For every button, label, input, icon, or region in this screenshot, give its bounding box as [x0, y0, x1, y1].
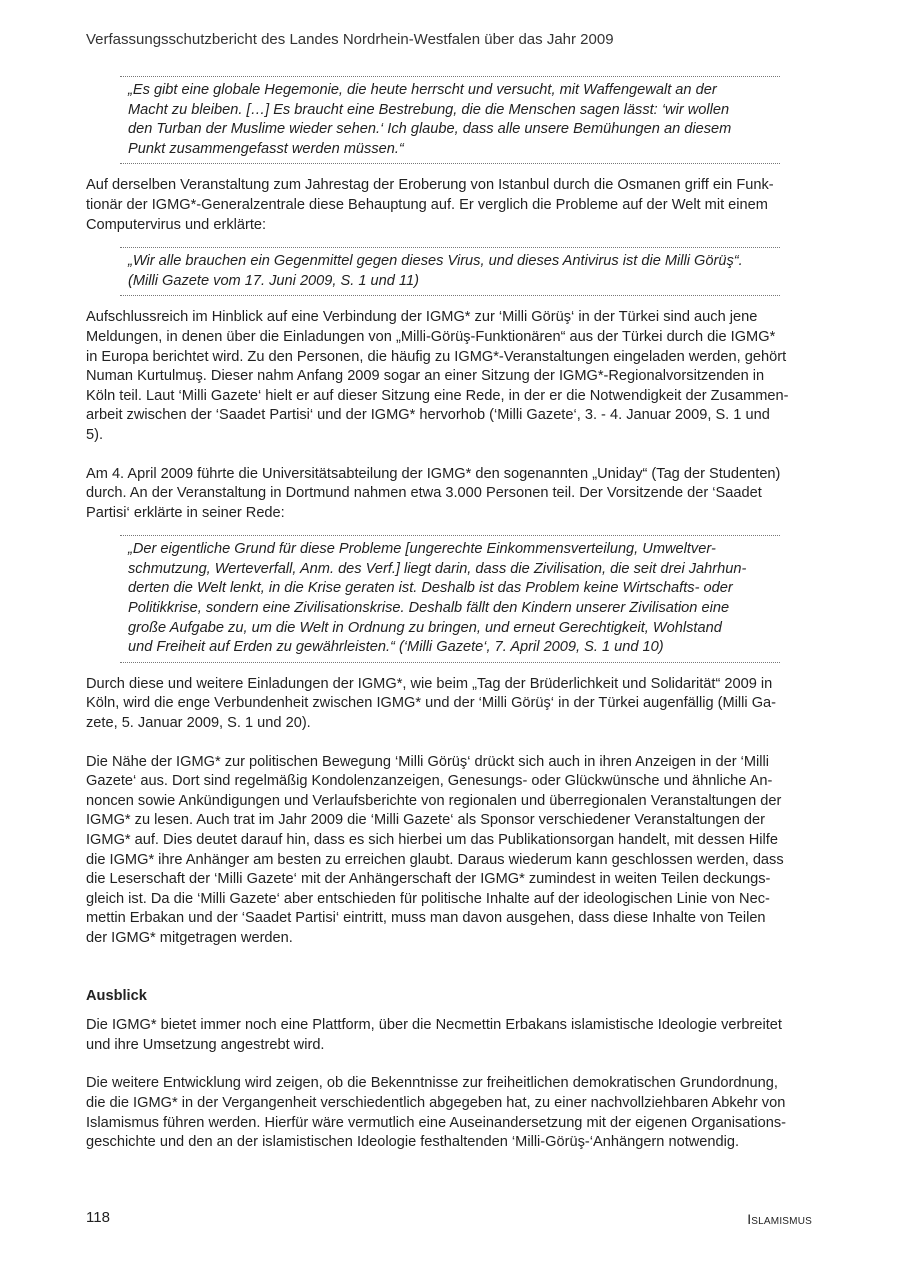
text-line: noncen sowie Ankündigungen und Verlaufsberichte von regionalen und überregionalen Veranstaltungen der [86, 792, 782, 809]
text-line: Am 4. April 2009 führte die Universitätsabteilung der IGMG* den sogenannten „Uniday“ (Tag der Studenten) [86, 465, 781, 482]
text-line: Köln, wird die enge Verbundenheit zwischen IGMG* und der ‘Milli Görüş‘ in der Türkei augenfällig (Milli Ga- [86, 695, 777, 712]
paragraph [86, 753, 816, 949]
text-line: tionär der IGMG*-Generalzentrale diese Behauptung auf. Er verglich die Probleme auf der Welt mit einem [86, 196, 768, 213]
quote-line: den Turban der Muslime wieder sehen.‘ Ich glaube, dass alle unsere Bemühungen an diesem [128, 121, 732, 138]
quote-line: „Es gibt eine globale Hegemonie, die heute herrscht und versucht, mit Waffengewalt an der [128, 82, 717, 98]
text-line: Durch diese und weitere Einladungen der IGMG*, wie beim „Tag der Brüderlichkeit und Solidarität“ 2009 in [86, 675, 773, 692]
text-line: die die IGMG* in der Vergangenheit verschiedentlich abgegeben hat, zu einer nachvollziehbaren Abkehr von [86, 1094, 786, 1111]
paragraph [86, 1016, 816, 1055]
section-label: Islamismus [747, 1211, 812, 1227]
text-line: Auf derselben Veranstaltung zum Jahrestag der Eroberung von Istanbul durch die Osmanen griff ein Funk- [86, 177, 774, 194]
quote-line: und Freiheit auf Erden zu gewährleisten.“ (‘Milli Gazete‘, 7. April 2009, S. 1 und 10) [128, 639, 664, 656]
text-line: Partisi‘ erklärte in seiner Rede: [86, 504, 285, 521]
text-line: durch. An der Veranstaltung in Dortmund nahmen etwa 3.000 Personen teil. Der Vorsitzende der ‘Saadet [86, 485, 762, 502]
quote-line: Macht zu bleiben. […] Es braucht eine Bestrebung, die die Menschen sagen lässt: ‘wir wollen [128, 101, 730, 118]
text-line: IGMG* auf. Dies deutet darauf hin, dass es sich hierbei um das Publikationsorgan handelt, mit dessen Hilfe [86, 832, 778, 848]
text-line: Numan Kurtulmuş. Dieser nahm Anfang 2009 sogar an einer Sitzung der IGMG*-Regionalvorsitzenden in [86, 368, 765, 385]
quote-block [120, 535, 780, 663]
quote-line: große Aufgabe zu, um die Welt in Ordnung zu bringen, und erneut Gerechtigkeit, Wohlstand [128, 619, 722, 636]
text-line: die IGMG* ihre Anhänger am besten zu erreichen glaubt. Daraus wiederum kann geschlossen werden, dass [86, 851, 784, 868]
text-line: mettin Erbakan und der ‘Saadet Partisi‘ eintritt, muss man davon ausgehen, dass diese Inhalte von Teilen [86, 910, 766, 927]
text-line: Aufschlussreich im Hinblick auf eine Verbindung der IGMG* zur ‘Milli Görüş‘ in der Türkei sind auch jene [86, 309, 758, 326]
quote-line: schmutzung, Werteverfall, Anm. des Verf.] liegt darin, dass die Zivilisation, die seit drei Jahrhun- [128, 560, 747, 577]
page-header: Verfassungsschutzbericht des Landes Nordrhein-Westfalen über das Jahr 2009 [86, 31, 614, 48]
quote-line: Politikkrise, sondern eine Zivilisationskrise. Deshalb fällt den Kindern unserer Zivilisation eine [128, 600, 730, 617]
paragraph [86, 308, 816, 445]
text-line: die Leserschaft der ‘Milli Gazete‘ mit der Anhängerschaft der IGMG* zumindest in weiten Teilen deckungs- [86, 871, 771, 888]
page-number: 118 [86, 1209, 110, 1226]
text-line: Meldungen, in denen über die Einladungen von „Milli-Görüş-Funktionären“ aus der Türkei durch die IGMG* [86, 328, 776, 345]
paragraph [86, 465, 816, 524]
quote-line: „Der eigentliche Grund für diese Probleme [ungerechte Einkommensverteilung, Umweltver- [128, 541, 716, 558]
paragraph [86, 176, 816, 235]
text-line: IGMG* zu lesen. Auch trat im Jahr 2009 die ‘Milli Gazete‘ als Sponsor verschiedener Veranstaltungen der [86, 812, 765, 829]
quote-block [120, 76, 780, 164]
text-line: geschichte und den an der islamistischen Ideologie festhaltenden ‘Milli-Görüş-‘Anhängern notwendig. [86, 1134, 740, 1151]
text-line: zete, 5. Januar 2009, S. 1 und 20). [86, 715, 311, 732]
text-line: Die IGMG* bietet immer noch eine Plattform, über die Necmettin Erbakans islamistische Ideologie verbreitet [86, 1017, 782, 1034]
text-line: Gazete‘ aus. Dort sind regelmäßig Kondolenzanzeigen, Genesungs- oder Glückwünsche und ähnliche An- [86, 773, 773, 790]
text-line: Computervirus und erklärte: [86, 216, 267, 233]
quote-line: „Wir alle brauchen ein Gegenmittel gegen dieses Virus, und dieses Antivirus ist die Milli Görüş“. [128, 253, 743, 270]
text-line: Die Nähe der IGMG* zur politischen Bewegung ‘Milli Görüş‘ drückt sich auch in ihren Anzeigen in der ‘Milli [86, 753, 769, 770]
text-line: Die weitere Entwicklung wird zeigen, ob die Bekenntnisse zur freiheitlichen demokratischen Grundordnung, [86, 1075, 778, 1092]
paragraph [86, 1074, 816, 1152]
paragraph [86, 675, 816, 734]
text-line: in Europa berichtet wird. Zu den Personen, die häufig zu IGMG*-Veranstaltungen eingeladen werden, gehört [86, 348, 787, 365]
text-line: und ihre Umsetzung angestrebt wird. [86, 1036, 325, 1053]
text-line: gleich ist. Da die ‘Milli Gazete‘ aber entschieden für politische Inhalte auf der ideologischen Linie von Nec- [86, 890, 770, 907]
text-line: Islamismus führen werden. Hierfür wäre vermutlich eine Auseinandersetzung mit der eigenen Organisations- [86, 1114, 787, 1131]
text-line: Köln teil. Laut ‘Milli Gazete‘ hielt er auf dieser Sitzung eine Rede, in der er die Notwendigkeit der Zusammen- [86, 387, 789, 404]
quote-block [120, 247, 780, 296]
quote-line: (Milli Gazete vom 17. Juni 2009, S. 1 und 11) [128, 272, 419, 289]
text-line: 5). [86, 426, 104, 443]
section-heading: Ausblick [86, 987, 147, 1004]
page-body [86, 76, 816, 1172]
quote-line: Punkt zusammengefasst werden müssen.“ [128, 140, 404, 157]
quote-line: derten die Welt lenkt, in die Krise geraten ist. Deshalb ist das Problem keine Wirtschafts- oder [128, 580, 733, 597]
text-line: arbeit zwischen der ‘Saadet Partisi‘ und der IGMG* hervorhob (‘Milli Gazete‘, 3. - 4. Januar 2009, S. 1 und [86, 407, 770, 424]
text-line: der IGMG* mitgetragen werden. [86, 929, 293, 946]
